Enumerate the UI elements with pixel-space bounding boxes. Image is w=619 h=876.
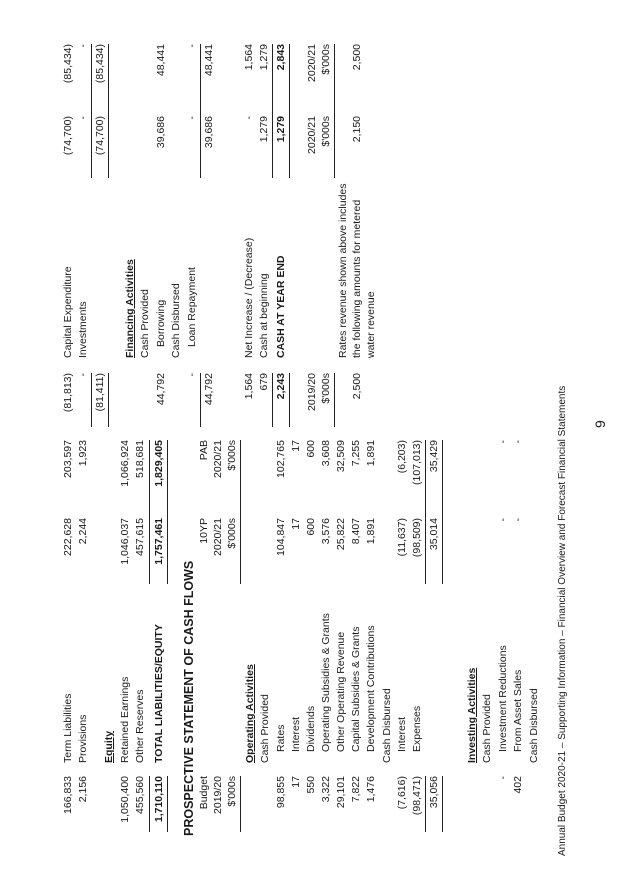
net-increase-10yp: - xyxy=(243,116,255,120)
operating-total-10yp: 35,014 xyxy=(428,518,440,551)
rule xyxy=(91,373,92,427)
note-header-pab-unit: $'000s xyxy=(320,44,332,75)
rates-10yp: 104,847 xyxy=(275,518,287,556)
term-liabilities-prev: 166,833 xyxy=(62,776,74,814)
header-budget-unit: $'000s xyxy=(226,776,238,807)
interest-paid-label: Interest xyxy=(396,716,408,752)
total-liab-equity-prev: 1,710,110 xyxy=(153,776,165,823)
other-op-revenue-prev: 29,101 xyxy=(335,776,347,809)
rates-label: Rates xyxy=(275,724,287,752)
cash-beginning-pab: 1,279 xyxy=(258,44,270,71)
other-op-revenue-label: Other Operating Revenue xyxy=(335,631,347,752)
borrowing-pab: 48,441 xyxy=(155,44,167,77)
interest-paid-pab: (6,203) xyxy=(396,440,408,474)
retained-earnings-pab: 1,066,924 xyxy=(119,440,131,487)
cash-year-end-label: CASH AT YEAR END xyxy=(275,255,287,358)
dividends-pab: 600 xyxy=(305,440,317,458)
net-increase-prev: 1,564 xyxy=(243,373,255,400)
investments-label: Investments xyxy=(77,301,89,358)
provisions-10yp: 2,244 xyxy=(77,518,89,545)
asset-sales-pab: - xyxy=(512,440,524,444)
other-reserves-label: Other Reserves xyxy=(134,689,146,763)
rule xyxy=(149,440,150,584)
investing-heading: Investing Activities xyxy=(466,667,478,763)
provisions-pab: 1,923 xyxy=(77,440,89,467)
retained-earnings-10yp: 1,046,037 xyxy=(119,518,131,565)
expenses-label: Expenses xyxy=(411,705,423,752)
cap-subsidies-prev: 7,822 xyxy=(350,776,362,803)
rule xyxy=(167,440,168,584)
investing-cash-disbursed: Cash Disbursed xyxy=(528,688,540,763)
equity-heading: Equity xyxy=(103,730,115,763)
note-header-pab-year: 2020/21 xyxy=(306,44,318,82)
note-header-10yp-unit: $'000s xyxy=(320,116,332,147)
cap-subsidies-label: Capital Subsidies & Grants xyxy=(350,626,362,752)
loan-repayment-pab: - xyxy=(186,44,198,48)
interest-label: Interest xyxy=(290,716,302,752)
borrowing-prev: 44,792 xyxy=(155,373,167,406)
header-10yp-unit: $'000s xyxy=(226,518,238,549)
note-header-prev-unit: $'000s xyxy=(320,373,332,404)
asset-sales-10yp: - xyxy=(512,518,524,522)
investment-reductions-label: Investment Reductions xyxy=(497,645,509,752)
retained-earnings-label: Retained Earnings xyxy=(119,676,131,763)
dividends-prev: 550 xyxy=(305,776,317,794)
header-pab: PAB xyxy=(198,440,210,461)
asset-sales-prev: 402 xyxy=(512,776,524,794)
retained-earnings-prev: 1,050,400 xyxy=(119,776,131,823)
rule xyxy=(240,776,241,832)
rule xyxy=(289,44,290,178)
term-liabilities-label: Term Liabilities xyxy=(62,693,74,763)
op-subsidies-label: Operating Subsidies & Grants xyxy=(320,613,332,752)
cap-subsidies-pab: 7,255 xyxy=(350,440,362,467)
total-liab-equity-pab: 1,829,405 xyxy=(153,440,165,487)
cap-subsidies-10yp: 8,407 xyxy=(350,518,362,545)
investments-10yp: - xyxy=(77,116,89,120)
investing-cash-provided: Cash Provided xyxy=(481,694,493,763)
header-10yp: 10YP xyxy=(198,518,210,544)
net-increase-label: Net Increase / (Decrease) xyxy=(243,237,255,358)
expenses-10yp: (98,509) xyxy=(411,518,423,558)
term-liabilities-pab: 203,597 xyxy=(62,440,74,478)
note-text-line-3: water revenue xyxy=(365,291,377,358)
dev-contributions-label: Development Contributions xyxy=(365,625,377,752)
rule xyxy=(91,44,92,178)
rule xyxy=(108,373,109,427)
page-number: 9 xyxy=(592,420,608,428)
rule xyxy=(425,440,426,584)
rule xyxy=(272,44,273,178)
op-subsidies-prev: 3,322 xyxy=(320,776,332,803)
metered-water-pab: 2,500 xyxy=(351,44,363,71)
header-pab-year: 2020/21 xyxy=(212,440,224,478)
financing-cash-disbursed: Cash Disbursed xyxy=(170,283,182,358)
op-subsidies-pab: 3,608 xyxy=(320,440,332,467)
metered-water-prev: 2,500 xyxy=(351,373,363,400)
asset-sales-label: From Asset Sales xyxy=(512,669,524,752)
rule xyxy=(442,440,443,584)
interest-10yp: 17 xyxy=(290,518,302,530)
provisions-prev: 2,156 xyxy=(77,776,89,803)
header-budget-year: 2019/20 xyxy=(212,776,224,814)
investment-reductions-prev: - xyxy=(497,776,509,780)
financing-total-10yp: 39,686 xyxy=(203,116,215,149)
rule xyxy=(334,373,335,427)
cash-beginning-10yp: 1,279 xyxy=(258,116,270,143)
rule xyxy=(167,776,168,832)
total-liab-equity-label: TOTAL LIABILITIES/EQUITY xyxy=(153,624,165,763)
interest-paid-prev: (7,616) xyxy=(396,776,408,810)
loan-repayment-10yp: - xyxy=(186,116,198,120)
term-liabilities-10yp: 222,628 xyxy=(62,518,74,556)
cash-flow-title: PROSPECTIVE STATEMENT OF CASH FLOWS xyxy=(182,560,196,836)
financing-total-prev: 44,792 xyxy=(203,373,215,406)
other-reserves-pab: 518,681 xyxy=(134,440,146,478)
operating-total-pab: 35,429 xyxy=(428,440,440,473)
header-budget: Budget xyxy=(198,776,210,810)
other-reserves-10yp: 457,615 xyxy=(134,518,146,556)
operating-heading: Operating Activities xyxy=(244,664,256,763)
financing-cash-provided: Cash Provided xyxy=(139,289,151,358)
interest-pab: 17 xyxy=(290,440,302,452)
loan-repayment-label: Loan Repayment xyxy=(186,267,198,347)
investing-total-pab: (85,434) xyxy=(94,44,106,84)
footer-text: Annual Budget 2020-21 – Supporting Information – Financial Overview and Forecast Financial Statements xyxy=(557,385,568,856)
cash-year-end-pab: 2,843 xyxy=(275,44,287,71)
financing-heading: Financing Activities xyxy=(124,259,136,358)
borrowing-10yp: 39,686 xyxy=(155,116,167,149)
metered-water-10yp: 2,150 xyxy=(351,116,363,143)
rule xyxy=(334,44,335,178)
provisions-label: Provisions xyxy=(77,714,89,763)
rule xyxy=(149,776,150,832)
rule xyxy=(200,44,201,178)
cash-year-end-10yp: 1,279 xyxy=(275,116,287,143)
operating-cash-provided: Cash Provided xyxy=(259,694,271,763)
capex-10yp: (74,700) xyxy=(62,116,74,156)
investing-total-prev: (81,411) xyxy=(94,373,106,412)
investment-reductions-pab: - xyxy=(497,440,509,444)
header-10yp-year: 2020/21 xyxy=(212,518,224,556)
op-subsidies-10yp: 3,576 xyxy=(320,518,332,545)
rule xyxy=(108,44,109,178)
rule xyxy=(200,373,201,427)
dev-contributions-pab: 1,891 xyxy=(365,440,377,467)
dividends-label: Dividends xyxy=(305,705,317,752)
rule xyxy=(442,776,443,832)
operating-total-prev: 35,056 xyxy=(428,776,440,809)
rule xyxy=(425,776,426,832)
net-increase-pab: 1,564 xyxy=(243,44,255,71)
loan-repayment-prev: - xyxy=(186,373,198,377)
rule xyxy=(289,373,290,427)
note-text-line-1: Rates revenue shown above includes xyxy=(337,183,349,358)
capex-label: Capital Expenditure xyxy=(62,266,74,358)
dividends-10yp: 600 xyxy=(305,518,317,536)
investments-prev: - xyxy=(77,373,89,377)
note-text-line-2: the following amounts for metered xyxy=(351,199,363,358)
expenses-prev: (98,471) xyxy=(411,776,423,816)
investing-total-10yp: (74,700) xyxy=(94,116,106,156)
interest-prev: 17 xyxy=(290,776,302,788)
investments-pab: - xyxy=(77,44,89,48)
capex-pab: (85,434) xyxy=(62,44,74,84)
rates-prev: 98,855 xyxy=(275,776,287,809)
cash-beginning-prev: 679 xyxy=(258,373,270,391)
total-liab-equity-10yp: 1,757,461 xyxy=(153,518,165,565)
rule xyxy=(240,440,241,584)
capex-prev: (81,813) xyxy=(62,373,74,413)
note-header-10yp-year: 2020/21 xyxy=(306,116,318,154)
borrowing-label: Borrowing xyxy=(155,299,167,347)
investment-reductions-10yp: - xyxy=(497,518,509,522)
interest-paid-10yp: (11,637) xyxy=(396,518,408,557)
dev-contributions-prev: 1,476 xyxy=(365,776,377,803)
note-header-prev-year: 2019/20 xyxy=(306,373,318,411)
dev-contributions-10yp: 1,891 xyxy=(365,518,377,545)
header-pab-unit: $'000s xyxy=(226,440,238,471)
other-op-revenue-pab: 32,509 xyxy=(335,440,347,473)
operating-cash-disbursed: Cash Disbursed xyxy=(381,688,393,763)
other-op-revenue-10yp: 25,822 xyxy=(335,518,347,551)
rates-pab: 102,765 xyxy=(275,440,287,478)
cash-beginning-label: Cash at beginning xyxy=(258,273,270,358)
other-reserves-prev: 455,560 xyxy=(134,776,146,814)
rule xyxy=(272,373,273,427)
cash-year-end-prev: 2,243 xyxy=(275,373,287,400)
financing-total-pab: 48,441 xyxy=(203,44,215,77)
expenses-pab: (107,013) xyxy=(411,440,423,485)
